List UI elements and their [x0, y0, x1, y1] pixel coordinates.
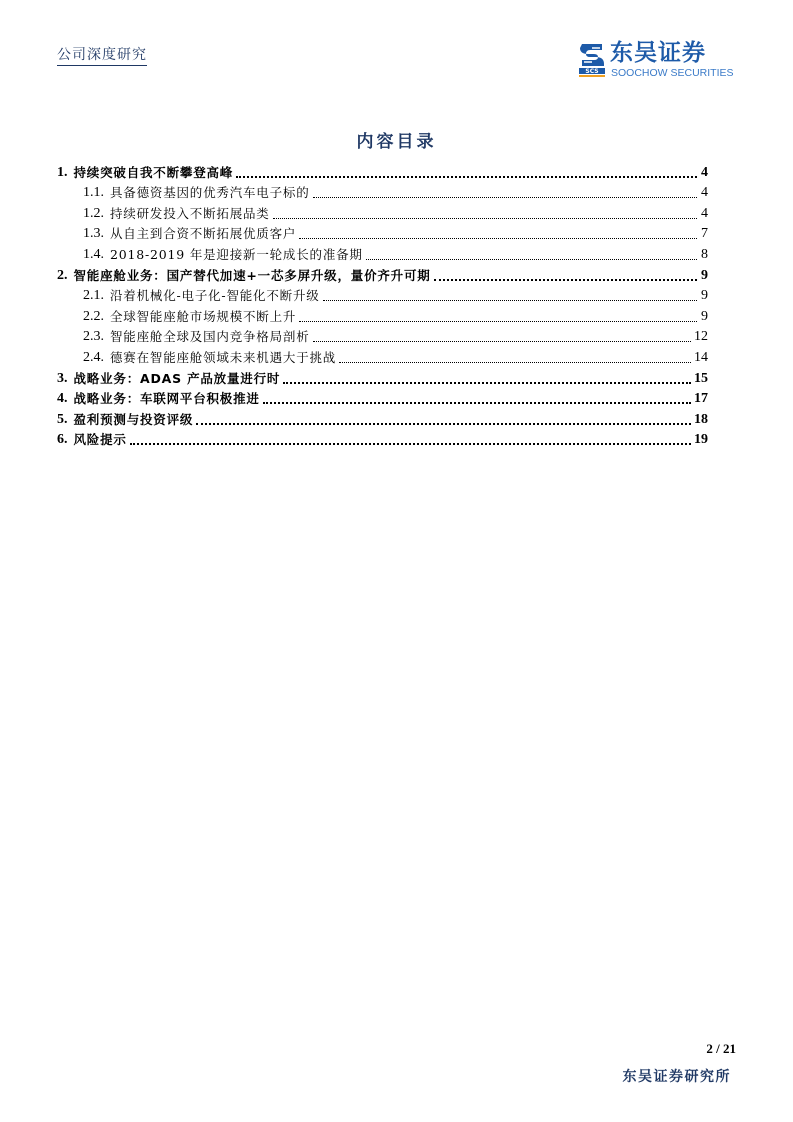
toc-entry-label: 从自主到合资不断拓展优质客户	[110, 226, 297, 242]
svg-text:SCS: SCS	[585, 68, 599, 75]
dot-leader	[130, 442, 691, 445]
toc-entry-page: 15	[694, 370, 708, 386]
logo-english-name: SOOCHOW SECURITIES	[611, 67, 734, 79]
toc-entry-number: 2.3.	[83, 329, 104, 345]
logo-chinese-name: 东吴证券	[610, 40, 706, 66]
toc-entry-label: 德赛在智能座舱领域未来机遇大于挑战	[110, 349, 337, 365]
toc-entry-page: 9	[701, 308, 708, 324]
toc-entry-page: 8	[701, 246, 708, 262]
toc-entry-label: 风险提示	[73, 432, 127, 448]
toc-entry-page: 7	[701, 226, 708, 242]
toc-entry-page: 9	[701, 267, 708, 283]
toc-entry[interactable]	[57, 428, 708, 449]
toc-entry[interactable]	[57, 387, 708, 408]
toc-entry-number: 2.2.	[83, 308, 104, 324]
soochow-logo-icon	[578, 42, 606, 78]
toc-entry-label: 战略业务：车联网平台积极推进	[73, 391, 260, 407]
toc-entry[interactable]	[57, 160, 708, 181]
page-indicator: 2 / 21	[706, 1041, 736, 1056]
dot-leader	[196, 422, 691, 425]
report-type-label: 公司深度研究	[57, 46, 147, 66]
toc-entry-number: 1.2.	[83, 205, 104, 221]
dot-leader	[313, 196, 697, 198]
toc-entry-label: 战略业务：ADAS 产品放量进行时	[73, 370, 281, 386]
toc-entry-number: 2.4.	[83, 349, 104, 365]
toc-entry[interactable]	[57, 201, 708, 222]
toc-entry-number: 1.4.	[83, 246, 104, 262]
toc-entry-page: 18	[694, 411, 708, 427]
toc-entry[interactable]	[57, 325, 708, 346]
dot-leader	[323, 299, 697, 301]
toc-entry[interactable]	[57, 222, 708, 243]
toc-entry[interactable]	[57, 242, 708, 263]
toc-entry-number: 1.	[57, 164, 68, 180]
toc-entry[interactable]	[57, 366, 708, 387]
toc-title: 内容目录	[356, 132, 437, 152]
toc-entry[interactable]	[57, 181, 708, 202]
toc-entry-label: 沿着机械化-电子化-智能化不断升级	[110, 288, 320, 304]
toc-entry-page: 4	[701, 164, 708, 180]
toc-entry-page: 9	[701, 288, 708, 304]
toc-entry-page: 17	[694, 391, 708, 407]
dot-leader	[366, 258, 697, 260]
toc-entry[interactable]	[57, 284, 708, 305]
dot-leader	[283, 381, 691, 384]
toc-entry-number: 1.1.	[83, 185, 104, 201]
toc-entry-page: 4	[701, 185, 708, 201]
toc-entry-number: 3.	[57, 370, 68, 386]
toc-entry-number: 4.	[57, 391, 68, 407]
toc-entry-page: 14	[694, 349, 708, 365]
toc-entry-label: 智能座舱全球及国内竞争格局剖析	[110, 329, 310, 345]
toc-entry-page: 12	[694, 329, 708, 345]
toc-entry-label: 2018-2019 年是迎接新一轮成长的准备期	[110, 246, 363, 262]
toc-entry-number: 2.1.	[83, 288, 104, 304]
toc-entry-number: 2.	[57, 267, 68, 283]
toc-entry-number: 1.3.	[83, 226, 104, 242]
toc-entry-number: 6.	[57, 432, 68, 448]
dot-leader	[434, 278, 697, 281]
dot-leader	[236, 175, 697, 178]
toc-entry[interactable]	[57, 263, 708, 284]
company-logo	[578, 40, 748, 82]
dot-leader	[299, 320, 697, 322]
toc-entry[interactable]	[57, 345, 708, 366]
footer-organization: 东吴证券研究所	[622, 1069, 731, 1085]
dot-leader	[263, 401, 691, 404]
toc-entry-page: 4	[701, 205, 708, 221]
dot-leader	[313, 340, 691, 342]
toc-entry-label: 持续研发投入不断拓展品类	[110, 205, 270, 221]
toc-entry-page: 19	[694, 432, 708, 448]
toc-entry-label: 盈利预测与投资评级	[73, 411, 194, 427]
dot-leader	[299, 237, 697, 239]
toc-entry-label: 智能座舱业务：国产替代加速+一芯多屏升级，量价齐升可期	[73, 267, 431, 283]
toc-entry-number: 5.	[57, 411, 68, 427]
dot-leader	[339, 361, 691, 363]
toc-entry-label: 持续突破自我不断攀登高峰	[73, 164, 234, 180]
dot-leader	[273, 217, 697, 219]
toc-entry[interactable]	[57, 304, 708, 325]
table-of-contents	[57, 160, 708, 448]
toc-entry-label: 具备德资基因的优秀汽车电子标的	[110, 185, 310, 201]
toc-entry-label: 全球智能座舱市场规模不断上升	[110, 308, 297, 324]
toc-entry[interactable]	[57, 407, 708, 428]
